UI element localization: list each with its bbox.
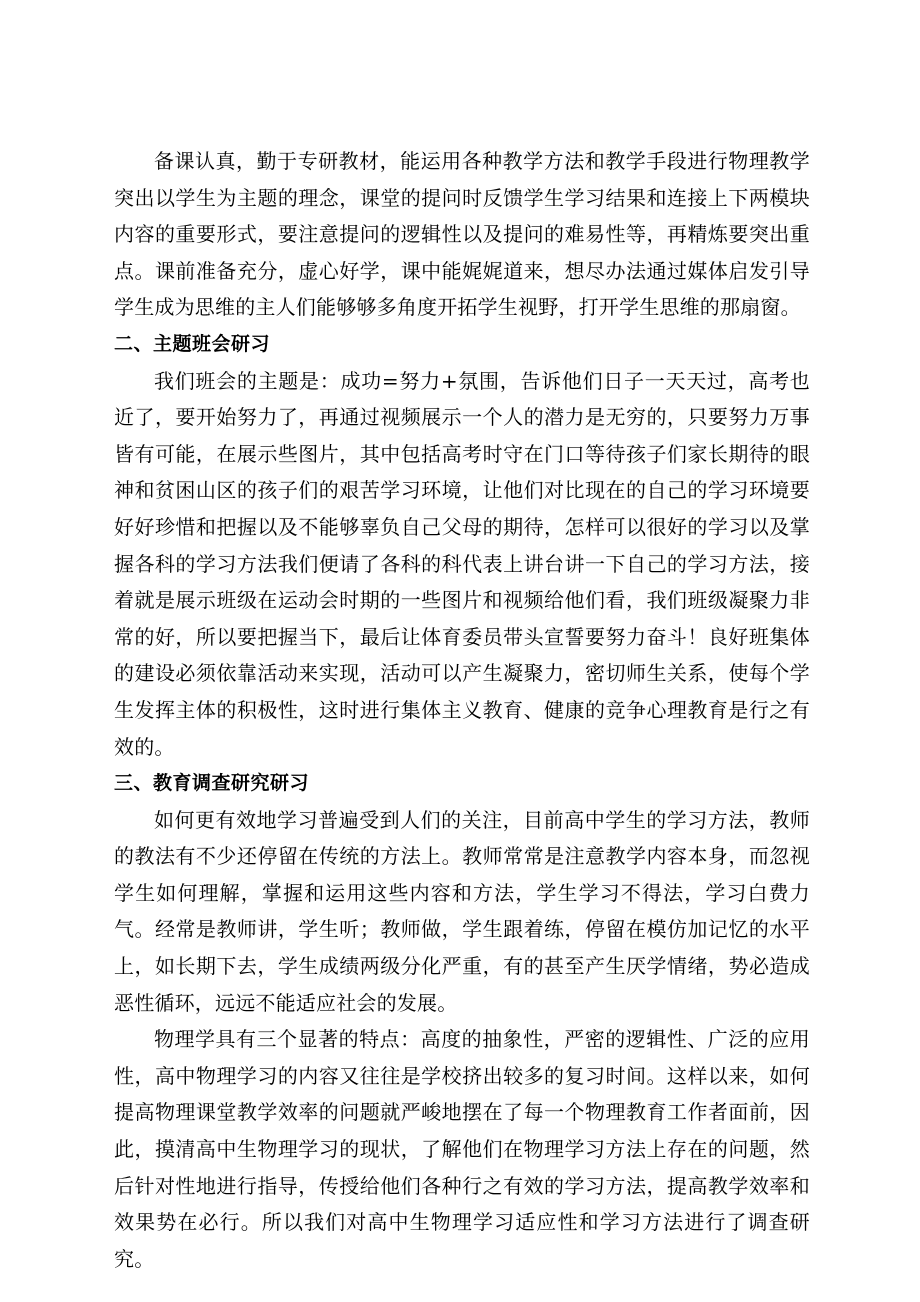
heading-education-survey: 三、教育调查研究研习 bbox=[114, 772, 310, 795]
paragraph-class-meeting: 我们班会的主题是：成功=努力+氛围，告诉他们日子一天天过，高考也近了，要开始努力了，再通过视频展示一个人的潜力是无穷的，只要努力万事皆有可能，在展示些图片，其中包括高考时守在门口等待孩子们家长期待的眼神和贫困山区的孩子们的艰苦学习环境，让他们对比现在的自己的学习环境要好好珍惜和把握以及不能够辜负自己父母的期待，怎样可以很好的学习以及掌握各科的学习方法我们便请了各科的科代表上讲台讲一下自己的学习方法，接着就是展示班级在运动会时期的一些图片和视频给他们看，我们班级凝聚力非常的好，所以要把握当下，最后让体育委员带头宣誓要努力奋斗！良好班集体的建设必须依靠活动来实现，活动可以产生凝聚力，密切师生关系，使每个学生发挥主体的积极性，这时进行集体主义教育、健康的竞争心理教育是行之有效的。 bbox=[114, 368, 810, 759]
paragraph-lesson-prep: 备课认真，勤于专研教材，能运用各种教学方法和教学手段进行物理教学突出以学生为主题的理念，课堂的提问时反馈学生学习结果和连接上下两模块内容的重要形式，要注意提问的逻辑性以及提问的难易性等，再精炼要突出重点。课前准备充分，虚心好学，课中能娓娓道来，想尽办法通过媒体启发引导学生成为思维的主人们能够够多角度开拓学生视野，打开学生思维的那扇窗。 bbox=[114, 149, 810, 320]
paragraph-survey-intro: 如何更有效地学习普遍受到人们的关注，目前高中学生的学习方法，教师的教法有不少还停留在传统的方法上。教师常常是注意教学内容本身，而忽视学生如何理解，掌握和运用这些内容和方法，学生学习不得法，学习白费力气。经常是教师讲，学生听；教师做，学生跟着练，停留在模仿加记忆的水平上，如长期下去，学生成绩两级分化严重，有的甚至产生厌学情绪，势必造成恶性循环，远远不能适应社会的发展。 bbox=[114, 807, 810, 1015]
paragraph-physics-features: 物理学具有三个显著的特点：高度的抽象性，严密的逻辑性、广泛的应用性，高中物理学习的内容又往往是学校挤出较多的复习时间。这样以来，如何提高物理课堂教学效率的问题就严峻地摆在了每一个物理教育工作者面前，因此，摸清高中生物理学习的现状，了解他们在物理学习方法上存在的问题，然后针对性地进行指导，传授给他们各种行之有效的学习方法，提高教学效率和效果势在必行。所以我们对高中生物理学习适应性和学习方法进行了调查研究。 bbox=[114, 1027, 810, 1271]
heading-class-meeting: 二、主题班会研习 bbox=[114, 332, 271, 355]
document-page bbox=[114, 143, 810, 1277]
